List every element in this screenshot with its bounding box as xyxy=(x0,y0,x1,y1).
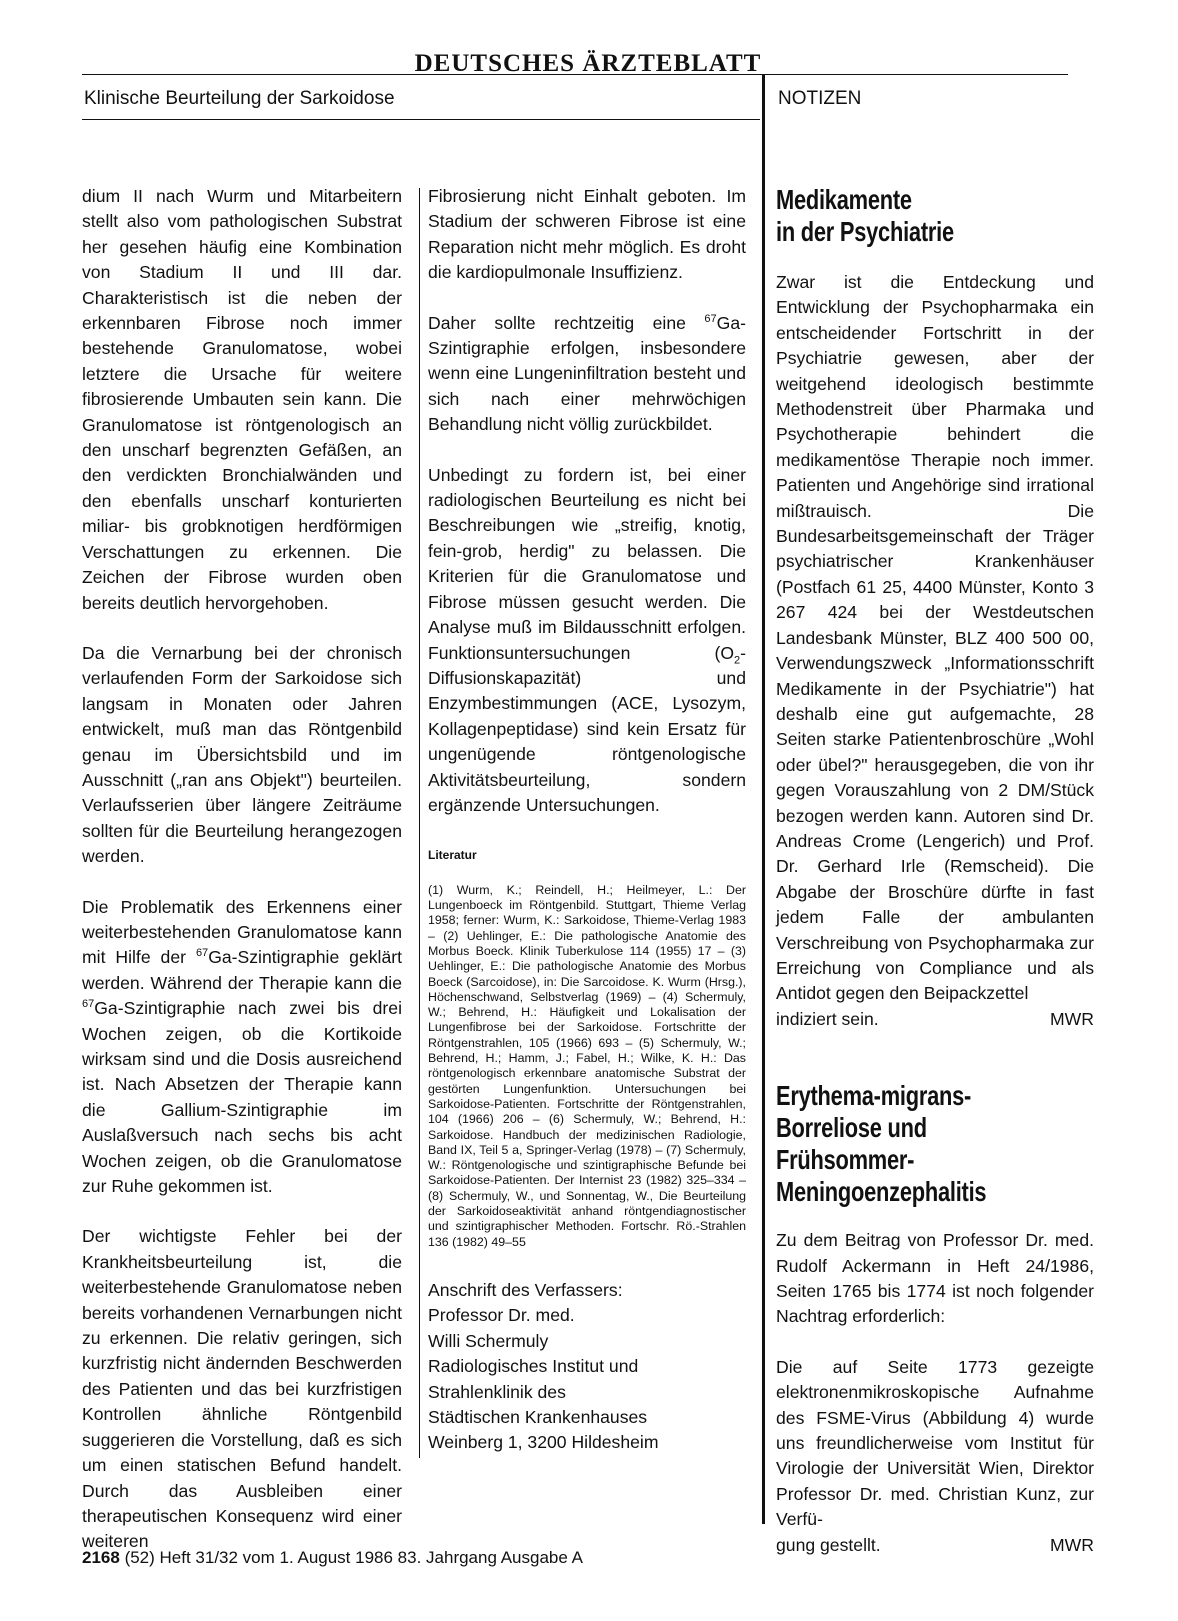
heading-line: Erythema-migrans- xyxy=(776,1080,972,1112)
text-span: -Diffusionskapazität) und Enzymbestimmungen (ACE, Lysozym, Kollagenpeptidase) sind kein Ersatz für ungenügende röntgenologische Aktivitätsbeurteilung, sondern ergänzende Untersuchungen. xyxy=(428,642,746,815)
article-paragraph: Da die Vernarbung bei der chronisch verlaufenden Form der Sarkoidose sich langsam in Monaten oder Jahren entwickelt, muß man das Röntgenbild genau im Übersichtsbild und im Ausschnitt („ran ans Objekt") beurteilen. Verlaufsserien über längere Zeiträume sollten für die Beurteilung herangezogen werden. xyxy=(82,642,402,867)
header-rule xyxy=(82,119,760,120)
article-column-1 xyxy=(82,184,402,1580)
notice-heading xyxy=(776,1080,1093,1208)
article-paragraph xyxy=(428,311,746,438)
text-span: Ga-Szintigraphie erfolgen, insbesondere wenn eine Lungeninfiltration besteht und sich nach einer mehrwöchigen Behandlung nicht völlig zurückbildet. xyxy=(428,312,746,435)
author-address xyxy=(428,1278,746,1456)
notice-paragraph: Zu dem Beitrag von Professor Dr. med. Rudolf Ackermann in Heft 24/1986, Seiten 1765 bis 1774 ist noch folgender Nachtrag erforderlich: xyxy=(776,1230,1094,1327)
notice-paragraph: Die auf Seite 1773 gezeigte elektronenmikroskopische Aufnahme des FSME-Virus (Abbildung 4) wurde uns freundlicherweise vom Institut für Virologie der Universität Wien, Direktor Professor Dr. med. Christian Kunz, zur Verfü- xyxy=(776,1356,1094,1530)
notes-column xyxy=(776,184,1094,1558)
subscript: 2 xyxy=(734,654,741,667)
address-line: Anschrift des Verfassers: xyxy=(428,1279,623,1300)
notice-heading xyxy=(776,184,1093,248)
heading-line: Meningoenzephalitis xyxy=(776,1176,987,1208)
text-span: indiziert sein. xyxy=(776,1008,879,1029)
text-span: Ga-Szintigraphie nach zwei bis drei Wochen zeigen, ob die Kortikoide wirksam sind und die Dosis ausreichend ist. Nach Absetzen der Therapie kann die Gallium-Szintigraphie im Auslaßversuch nach sechs bis acht Wochen zeigen, ob die Granulomatose zur Ruhe gekommen ist. xyxy=(82,998,402,1197)
address-line: Strahlenklinik des xyxy=(428,1381,566,1402)
text-span: Ga-Szintigraphie geklärt werden. Während der Therapie kann die xyxy=(82,947,402,993)
article-paragraph: dium II nach Wurm und Mitarbeitern stellt also vom pathologischen Substrat her gesehen häufig eine Kombination von Stadium II und III dar. Charakteristisch ist die neben der erkennbaren Fibrose noch immer bestehende Granulomatose, wobei letztere die Ursache für weitere fibrosierende Umbauten sein kann. Die Granulomatose ist röntgenologisch an den unscharf begrenzten Gefäßen, an den verdickten Bronchialwänden und den ebenfalls unscharf konturierten miliar- bis grobknotigen herdförmigen Verschattungen zu erkennen. Die Zeichen der Fibrose wurden oben bereits deutlich hervorgehoben. xyxy=(82,186,402,613)
text-span: Unbedingt zu fordern ist, bei einer radiologischen Beurteilung es nicht bei Beschreibungen wie „streifig, knotig, fein-grob, herdig" zu belassen. Die Kriterien für die Granulomatose und Fibrose müssen gesucht werden. Die Analyse muß im Bildausschnitt erfolgen. Funktionsuntersuchungen (O xyxy=(428,464,746,663)
text-span: gung gestellt. xyxy=(776,1534,881,1555)
article-paragraph: Der wichtigste Fehler bei der Krankheitsbeurteilung ist, die weiterbestehende Granulomatose neben bereits vorhandenen Vernarbungen nicht zu erkennen. Die relativ geringen, sich kurzfristig nicht ändernden Beschwerden des Patienten und das bei kurzfristigen Kontrollen ähnliche Röntgenbild suggerieren die Vorstellung, daß es sich um einen statischen Befund handelt. Durch das Ausbleiben einer therapeutischen Konsequenz wird einer weiteren xyxy=(82,1226,402,1552)
literature-list: (1) Wurm, K.; Reindell, H.; Heilmeyer, L.: Der Lungenboeck im Röntgenbild. Stuttgart, Thieme Verlag 1958; ferner: Wurm, K.: Sarkoidose, Thieme-Verlag 1983 – (2) Uehlinger, E.: Die pathologische Anatomie des Morbus Boeck. Klinik Tuberkulose 114 (1955) 17 – (3) Uehlinger, E.: Die pathologische Anatomie des Morbus Boeck (Sarcoidose), in: Die Sarcoidose. K. Wurm (Hrsg.), Höchenschwand, Selbstverlag (1969) – (4) Schermuly, W.; Behrend, H.: Häufigkeit und Lokalisation der Lungenfibrose bei der Sarkoidose. Fortschritte der Röntgenstrahlen, 105 (1966) 693 – (5) Schermuly, W.; Behrend, H.; Hamm, J.; Fabel, H.; Wilke, K. H.: Das röntgenologisch erkennbare anatomische Substrat der gestörten Lungenfunktion. Untersuchungen bei Sarkoidose-Patienten. Fortschritte der Röntgenstrahlen, 104 (1966) 206 – (6) Schermuly, W.; Behrend, H.: Sarkoidose. Handbuch der medizinischen Radiologie, Band IX, Teil 5 a, Springer-Verlag (1978) – (7) Schermuly, W.: Röntgenologische und szintigraphische Befunde bei Sarkoidose-Patienten. Der Internist 23 (1982) 325–334 – (8) Schermuly, W., und Sonnentag, W., Die Beurteilung der Sarkoidoseaktivität anhand röntgendiagnostischer und szintigraphischer Methoden. Fortschr. Rö.-Strahlen 136 (1982) 49–55 xyxy=(428,882,746,1249)
isotope-superscript: 67 xyxy=(195,947,209,960)
text-span: Daher sollte rechtzeitig eine xyxy=(428,312,705,333)
heading-line: Medikamente xyxy=(776,184,912,215)
notes-column-divider xyxy=(762,74,765,1524)
article-paragraph xyxy=(82,895,402,1200)
author-initials: MWR xyxy=(1050,1008,1094,1029)
text-span: Zwar ist die Entdeckung und Entwicklung der Psychopharmaka ein entscheidender Fortschritt in der Psychiatrie gewesen, aber der weitgehend ideologisch bestimmte Methodenstreit über Pharmaka und Psychotherapie behindert die medikamentöse Therapie noch immer. Patienten und Angehörige sind irrational mißtrauisch. Die Bundesarbeitsgemeinschaft der Träger psychiatrischer Krankenhäuser (Postfach 61 25, 4400 Münster, Konto 3 267 424 bei der Westdeutschen Landesbank Münster, BLZ 400 500 00, Verwendungszweck „Informationsschrift Medikamente in der Psychiatrie") hat deshalb eine gut aufgemachte, 28 Seiten starke Patientenbroschüre „Wohl oder übel?" herausgegeben, die von ihr gegen Vorauszahlung von 2 DM/Stück bezogen werden kann. Autoren sind Dr. Andreas Crome (Lengerich) und Prof. Dr. Gerhard Irle (Remscheid). Die Abgabe der Broschüre dürfte in fast jedem Falle der ambulanten Verschreibung von Psychopharmaka zur Erreichung von Compliance und als Antidot gegen den Beipackzettel xyxy=(776,272,1094,1004)
text-span: Die Problematik des Erkennens einer weiterbestehenden Granulomatose kann mit Hilfe der xyxy=(82,896,402,968)
address-line: Weinberg 1, 3200 Hildesheim xyxy=(428,1432,659,1453)
article-paragraph xyxy=(428,463,746,819)
page-number: 2168 xyxy=(82,1548,120,1567)
isotope-superscript: 67 xyxy=(704,312,717,325)
article-paragraph: Fibrosierung nicht Einhalt geboten. Im Stadium der schweren Fibrose ist eine Reparation nicht mehr möglich. Es droht die kardiopulmonale Insuffizienz. xyxy=(428,186,746,283)
notice-signoff xyxy=(776,1007,1094,1032)
address-line: Professor Dr. med. xyxy=(428,1305,575,1326)
notice-paragraph xyxy=(776,270,1094,1007)
section-title: Klinische Beurteilung der Sarkoidose xyxy=(84,88,395,109)
address-line: Radiologisches Institut und xyxy=(428,1356,639,1377)
article-column-2 xyxy=(428,184,746,1456)
heading-line: Frühsommer- xyxy=(776,1144,915,1176)
page-footer xyxy=(82,1548,583,1568)
address-line: Städtischen Krankenhauses xyxy=(428,1406,648,1427)
masthead-rule xyxy=(82,74,1068,75)
issue-info: (52) Heft 31/32 vom 1. August 1986 83. Jahrgang Ausgabe A xyxy=(124,1548,583,1567)
notes-section-title: NOTIZEN xyxy=(778,88,862,109)
column-divider xyxy=(419,188,420,1458)
literature-heading: Literatur xyxy=(428,848,477,863)
author-initials: MWR xyxy=(1050,1534,1094,1555)
address-line: Willi Schermuly xyxy=(428,1330,549,1351)
isotope-superscript: 67 xyxy=(82,998,95,1011)
heading-line: in der Psychiatrie xyxy=(776,216,954,247)
notice-signoff xyxy=(776,1533,1094,1558)
masthead: DEUTSCHES ÄRZTEBLATT xyxy=(414,50,762,77)
heading-line: Borreliose und xyxy=(776,1112,927,1144)
